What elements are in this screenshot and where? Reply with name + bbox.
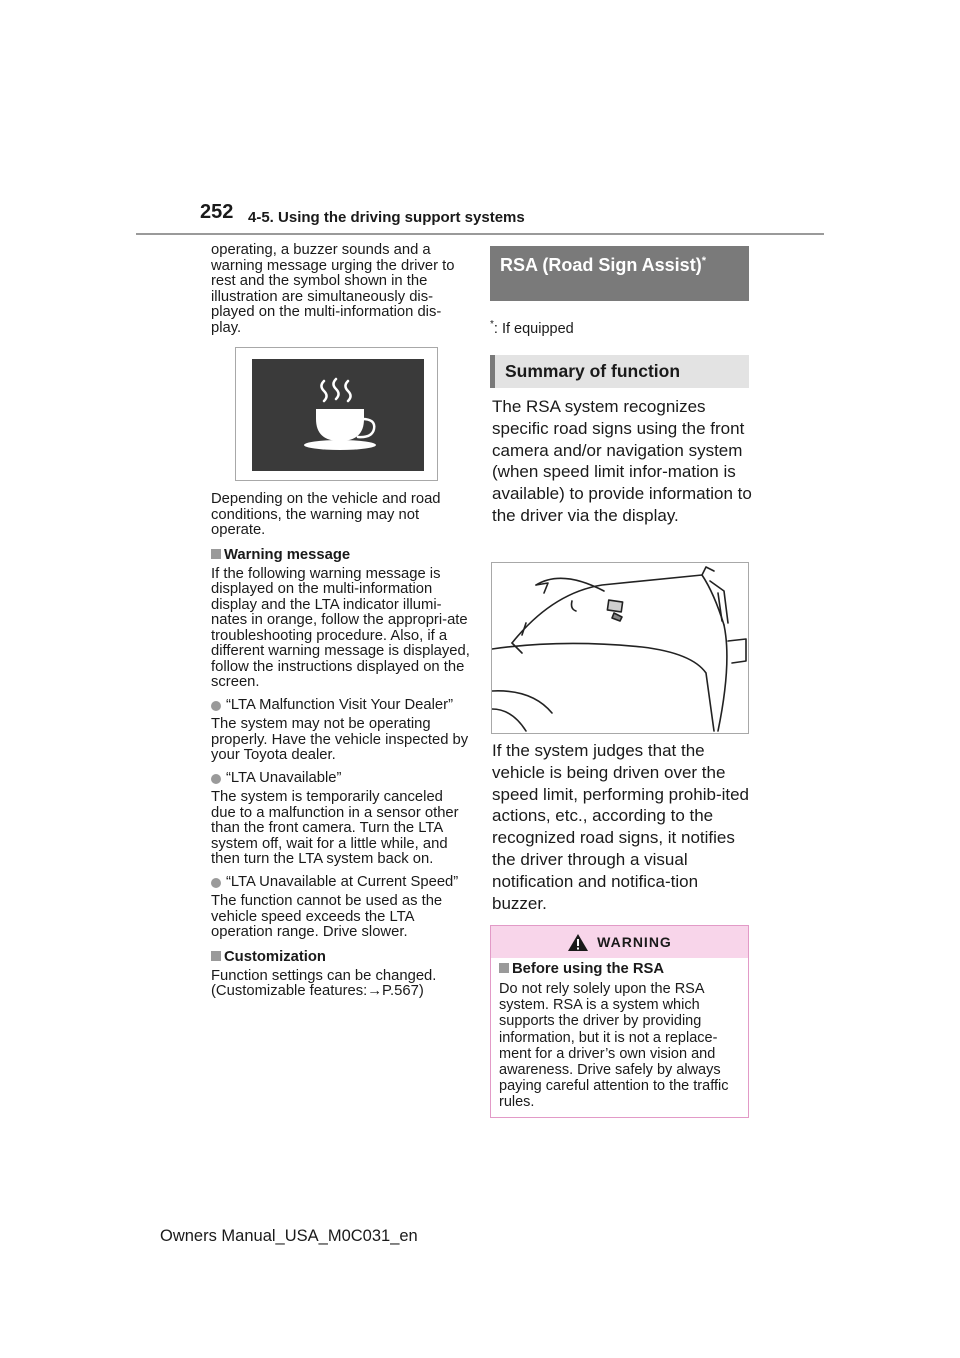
rsa-description: The RSA system recognizes specific road signs using the front camera and/or navigation system (when speed limit infor-mation is available) to provide information to the driver via the display. <box>492 397 752 525</box>
car-camera-illustration <box>491 562 749 734</box>
square-bullet-icon <box>499 963 509 973</box>
customization-heading: Customization <box>211 949 471 965</box>
list-item-text: The system is temporarily canceled due to a malfunction in a sensor other than the front camera. Turn the LTA system off, wait for a little while, and then turn the LTA system back on. <box>211 789 459 867</box>
display-screen <box>252 359 424 471</box>
customization-text: Function settings can be changed. (Customizable features:→P.567) <box>211 967 437 999</box>
list-item: “LTA Malfunction Visit Your Dealer” <box>211 698 471 714</box>
coffee-illustration <box>235 347 438 481</box>
square-bullet-icon <box>211 549 221 559</box>
page-number: 252 <box>200 201 234 223</box>
warning-body <box>491 961 748 1111</box>
warning-message-heading: Warning message <box>211 547 471 563</box>
conditions-note: Depending on the vehicle and road conditions, the warning may not operate. <box>211 491 441 538</box>
warning-text: Do not rely solely upon the RSA system. RSA is a system which supports the driver by providing information, but it is not a replace-ment for a driver’s own vision and awareness. Drive safely by always paying careful attention to the traffic rules. <box>499 981 729 1111</box>
round-bullet-icon <box>211 774 221 784</box>
warning-message-intro: If the following warning message is displayed on the multi-information display and the LTA indicator illumi-nates in orange, follow the appropri-ate troubleshooting procedure. Also, if a different warning message is displayed, follow the instructions displayed on the screen. <box>211 565 470 690</box>
car-windshield-camera-icon <box>492 563 748 733</box>
rsa-operation-description: If the system judges that the vehicle is being driven over the speed limit, performing prohib-ited actions, etc., according to the recognized road signs, it notifies the driver through a visual notification and notifica-tion buzzer. <box>492 741 750 913</box>
footnote: *: If equipped <box>490 319 574 337</box>
warning-title: WARNING <box>597 934 672 950</box>
coffee-cup-icon <box>252 359 424 471</box>
rsa-heading: RSA (Road Sign Assist)* <box>490 246 749 301</box>
list-item-text: The function cannot be used as the vehicle speed exceeds the LTA operation range. Drive slower. <box>211 893 443 940</box>
list-item: “LTA Unavailable at Current Speed” <box>211 875 471 891</box>
summary-heading: Summary of function <box>490 355 749 388</box>
left-column <box>211 243 471 1000</box>
square-bullet-icon <box>211 951 221 961</box>
round-bullet-icon <box>211 701 221 711</box>
warning-triangle-icon <box>567 933 589 952</box>
section-title: 4-5. Using the driving support systems <box>248 209 525 226</box>
warning-box <box>490 925 749 1118</box>
round-bullet-icon <box>211 878 221 888</box>
intro-paragraph: operating, a buzzer sounds and a warning message urging the driver to rest and the symbol shown in the illustration are simultaneously dis-played on the multi-information dis-play. <box>211 242 455 336</box>
list-item: “LTA Unavailable” <box>211 771 471 787</box>
list-item-text: The system may not be operating properly. Have the vehicle inspected by your Toyota dealer. <box>211 716 469 763</box>
footer-manual-id: Owners Manual_USA_M0C031_en <box>160 1227 418 1245</box>
warning-header <box>491 926 748 958</box>
header-divider <box>136 233 824 235</box>
warning-subheading: Before using the RSA <box>499 961 740 977</box>
